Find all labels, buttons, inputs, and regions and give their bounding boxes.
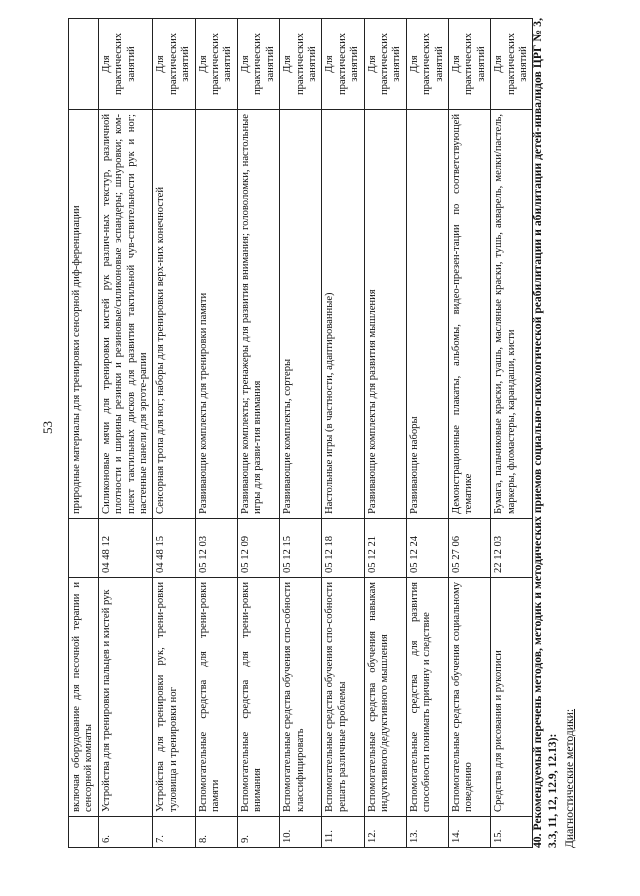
item-description: Развивающие комплекты, сортеры — [280, 110, 322, 519]
item-name: включая оборудование для песочной терапии и сенсорной комнаты — [69, 578, 99, 817]
table-row — [280, 19, 322, 848]
item-code: 05 27 06 — [448, 519, 490, 578]
item-name: Устройства для тренировки пальцев и кистей рук — [98, 578, 153, 817]
row-number: 7. — [153, 817, 195, 848]
item-name: Вспомогательные средства для трени-ровки внимания — [237, 578, 279, 817]
item-code: 22 12 03 — [491, 519, 533, 578]
table-row — [98, 19, 153, 848]
table-row — [237, 19, 279, 848]
row-number: 15. — [491, 817, 533, 848]
item-name: Вспомогательные средства обучения спо-собности классифицировать — [280, 578, 322, 817]
item-description: Развивающие комплекты; тренажеры для развития внимания; головоломки, настольные игры для разви-тия внимания — [237, 110, 279, 519]
section-heading: 40. Рекомендуемый перечень методов, методик и методических приемов социально-психологической реабилитации и абилитации детей-инвалидов ЦРГ № 3, 3.3, 11, 12, 12.9, 12.13): — [531, 18, 559, 848]
item-code: 04 48 15 — [153, 519, 195, 578]
table-row — [448, 19, 490, 848]
item-description: Сенсорная тропа для ног; наборы для тренировки верх-них конечностей — [153, 110, 195, 519]
table-row — [322, 19, 364, 848]
footer-section — [530, 18, 577, 848]
table-row — [491, 19, 533, 848]
item-name: Вспомогательные средства обучения навыкам индуктивного/дедуктивного мышления — [364, 578, 406, 817]
item-usage: Для практических занятий — [237, 19, 279, 110]
item-description: Силиконовые мячи для тренировки кистей рук различ-ных текстур, различной плотности и ширины резинки и резиновые/силиконовые эспандеры; шнуровки; ком-плект тактильных дисков для развития тактильной чув-ствительности рук и ног; настенные панели для эрготе-рапии — [98, 110, 153, 519]
item-name: Вспомогательные средства для трени-ровки памяти — [195, 578, 237, 817]
item-usage: Для практических занятий — [364, 19, 406, 110]
item-code: 05 12 09 — [237, 519, 279, 578]
row-number: 11. — [322, 817, 364, 848]
item-description: Демонстрационные плакаты, альбомы, видео-презен-тации по соответствующей тематике — [448, 110, 490, 519]
item-description: Развивающие наборы — [406, 110, 448, 519]
item-code: 05 12 18 — [322, 519, 364, 578]
item-description: Развивающие комплекты для развития мышления — [364, 110, 406, 519]
page-number: 53 — [40, 421, 55, 434]
section-subheading: Диагностические методики: — [563, 708, 576, 848]
item-code: 04 48 12 — [98, 519, 153, 578]
row-number: 14. — [448, 817, 490, 848]
item-name: Вспомогательные средства обучения социальному поведению — [448, 578, 490, 817]
equipment-table — [68, 18, 533, 848]
row-number: 6. — [98, 817, 153, 848]
item-description: Бумага, пальчиковые краски, гуашь, масляные краски, тушь, акварель, мелки/пастель, маркеры, фломастеры, карандаши, кисти — [491, 110, 533, 519]
item-usage: Для практических занятий — [322, 19, 364, 110]
item-code: 05 12 03 — [195, 519, 237, 578]
row-number: 8. — [195, 817, 237, 848]
item-code: 05 12 24 — [406, 519, 448, 578]
row-number — [69, 817, 99, 848]
item-code — [69, 519, 99, 578]
item-description: Настольные игры (в частности, адаптированные) — [322, 110, 364, 519]
item-usage: Для практических занятий — [98, 19, 153, 110]
item-usage: Для практических занятий — [448, 19, 490, 110]
table-row — [406, 19, 448, 848]
table-row — [364, 19, 406, 848]
row-number: 13. — [406, 817, 448, 848]
item-name: Средства для рисования и рукописи — [491, 578, 533, 817]
item-usage: Для практических занятий — [153, 19, 195, 110]
table-row — [153, 19, 195, 848]
item-code: 05 12 15 — [280, 519, 322, 578]
item-name: Устройства для тренировки рук, трени-ровки туловища и тренировки ног — [153, 578, 195, 817]
item-usage: Для практических занятий — [280, 19, 322, 110]
row-number: 9. — [237, 817, 279, 848]
item-usage: Для практических занятий — [406, 19, 448, 110]
item-usage — [69, 19, 99, 110]
item-usage: Для практических занятий — [491, 19, 533, 110]
table-row — [69, 19, 99, 848]
row-number: 12. — [364, 817, 406, 848]
item-description: Развивающие комплекты для тренировки памяти — [195, 110, 237, 519]
item-description: природные материалы для тренировки сенсорной диф-ференциации — [69, 110, 99, 519]
item-usage: Для практических занятий — [195, 19, 237, 110]
table-row — [195, 19, 237, 848]
row-number: 10. — [280, 817, 322, 848]
item-code: 05 12 21 — [364, 519, 406, 578]
item-name: Вспомогательные средства для развития способности понимать причину и следствие — [406, 578, 448, 817]
item-name: Вспомогательные средства обучения спо-собности решать различные проблемы — [322, 578, 364, 817]
